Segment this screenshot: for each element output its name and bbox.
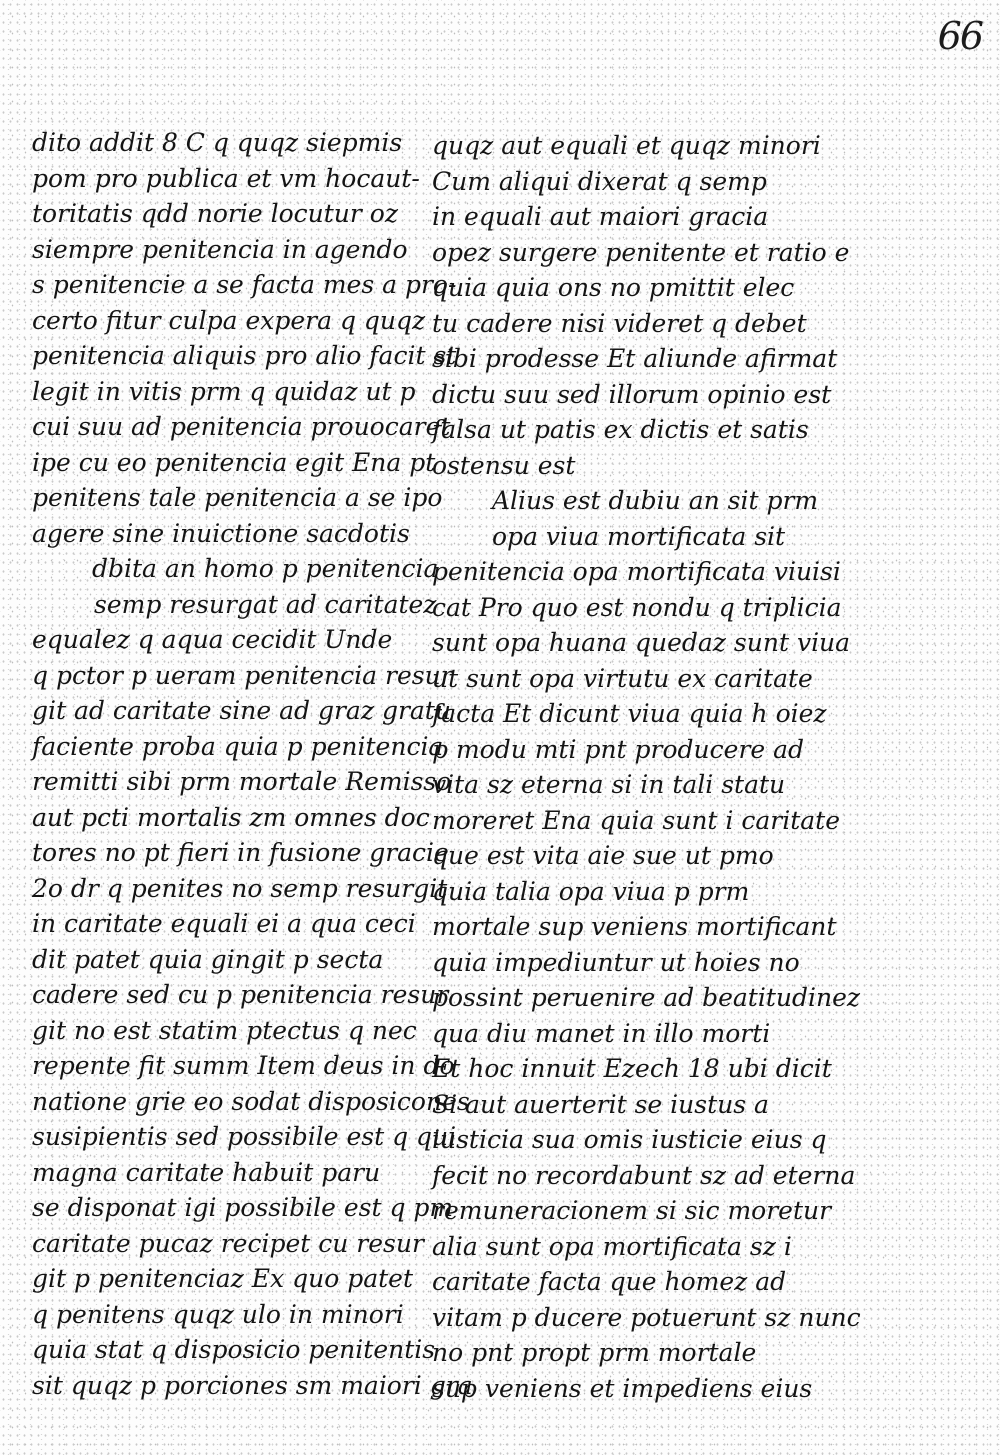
text-line: dit patet quia gingit p secta (32, 944, 384, 974)
text-line: quia impediuntur ut hoies no (432, 947, 800, 977)
text-line: agere sine inuictione sacdotis (32, 518, 410, 548)
text-line: Si aut auerterit se iustus a (432, 1089, 769, 1119)
text-line: repente fit summ Item deus in do (32, 1051, 455, 1080)
text-line: legit in vitis prm q quidaz ut p (32, 376, 416, 406)
text-line: moreret Ena quia sunt i caritate (432, 805, 841, 835)
text-line: sit quqz p porciones sm maiori gra (32, 1370, 473, 1400)
text-line: p modu mti pnt producere ad (432, 734, 805, 764)
text-line: quia talia opa viua p prm (432, 876, 750, 906)
text-line: sibi prodesse Et aliunde afirmat (432, 344, 838, 373)
text-line: ipe cu eo penitencia egit Ena pt (32, 447, 436, 477)
text-line: sunt opa huana quedaz sunt viua (432, 628, 851, 657)
text-line: cat Pro quo est nondu q triplicia (432, 592, 842, 622)
text-line: toritatis qdd norie locutur oz (32, 199, 399, 228)
text-line: aut pcti mortalis zm omnes doc (32, 802, 430, 832)
text-line: Cum aliqui dixerat q semp (432, 166, 767, 196)
text-line: quia quia ons no pmittit elec (432, 273, 795, 302)
text-line: semp resurgat ad caritatez (94, 589, 437, 619)
paragraph-start-line: Alius est dubiu an sit prm (492, 486, 819, 515)
text-line: possint peruenire ad beatitudinez (432, 983, 861, 1012)
text-line: iusticia sua omis iusticie eius q (432, 1125, 827, 1154)
text-line: no pnt propt prm mortale (432, 1338, 757, 1367)
paragraph-start-line: dbita an homo p penitencia (92, 554, 439, 583)
text-line: que est vita aie sue ut pmo (432, 841, 774, 870)
text-line: natione grie eo sodat disposicones (32, 1086, 470, 1116)
text-line: in equali aut maiori gracia (432, 202, 769, 231)
text-line: tores no pt fieri in fusione gracie (32, 838, 449, 867)
text-line: magna caritate habuit paru (32, 1157, 381, 1187)
text-line: git p penitenciaz Ex quo patet (32, 1264, 413, 1293)
text-line: ut sunt opa virtutu ex caritate (432, 663, 813, 693)
text-line: falsa ut patis ex dictis et satis (432, 415, 809, 444)
folio-number: 66 (937, 14, 982, 58)
text-line: in caritate equali ei a qua ceci (32, 909, 416, 938)
text-line: alia sunt opa mortificata sz i (432, 1231, 792, 1261)
text-line: vita sz eterna si in tali statu (432, 770, 786, 799)
text-line: dictu suu sed illorum opinio est (432, 379, 832, 409)
text-line: 2o dr q penites no semp resurgit (32, 873, 448, 903)
text-line: s penitencie a se facta mes a pro- (32, 270, 457, 299)
text-line: git ad caritate sine ad graz gratu (32, 696, 451, 725)
right-text-column (432, 128, 861, 1406)
text-line: caritate facta que homez ad (432, 1267, 787, 1296)
text-line: tu cadere nisi videret q debet (432, 308, 807, 338)
text-line: opez surgere penitente et ratio e (432, 237, 850, 267)
text-line: quia stat q disposicio penitentis (32, 1335, 436, 1364)
text-line: cadere sed cu p penitencia resur (32, 980, 449, 1009)
text-line: certo fitur culpa expera q quqz (32, 305, 426, 335)
text-line: qua diu manet in illo morti (432, 1018, 771, 1048)
text-line: penitencia opa mortificata viuisi (432, 557, 841, 586)
text-line: dito addit 8 C q quqz siepmis (32, 128, 403, 157)
text-line: caritate pucaz recipet cu resur (32, 1228, 424, 1258)
text-line: susipientis sed possibile est q qui (32, 1122, 457, 1151)
text-line: cui suu ad penitencia prouocaret (32, 412, 451, 441)
text-line: se disponat igi possibile est q pm (32, 1193, 454, 1222)
text-line: git no est statim ptectus q nec (32, 1015, 417, 1045)
text-line: Et hoc innuit Ezech 18 ubi dicit (432, 1054, 832, 1083)
text-line: vitam p ducere potuerunt sz nunc (432, 1302, 861, 1332)
text-line: remitti sibi prm mortale Remisso (32, 767, 452, 796)
text-line: opa viua mortificata sit (492, 521, 786, 551)
text-line: faciente proba quia p penitencia (32, 731, 444, 761)
left-text-column (32, 125, 473, 1403)
text-line: remuneracionem si sic moretur (432, 1196, 832, 1225)
text-line: pom pro publica et vm hocaut- (32, 163, 420, 193)
text-line: quqz aut equali et quqz minori (432, 131, 821, 160)
text-line: siempre penitencia in agendo (32, 234, 408, 264)
text-line: penitencia aliquis pro alio facit st (32, 341, 457, 370)
text-line: fecit no recordabunt sz ad eterna (432, 1160, 856, 1190)
text-line: q pctor p ueram penitencia resur (32, 660, 453, 690)
text-line: penitens tale penitencia a se ipo (32, 483, 443, 512)
text-line: sup veniens et impediens eius (432, 1373, 813, 1403)
text-line: facta Et dicunt viua quia h oiez (432, 699, 827, 728)
text-line: mortale sup veniens mortificant (432, 912, 837, 941)
text-line: equalez q aqua cecidit Unde (32, 625, 393, 654)
text-line: q penitens quqz ulo in minori (32, 1299, 404, 1329)
text-line: ostensu est (432, 450, 576, 480)
